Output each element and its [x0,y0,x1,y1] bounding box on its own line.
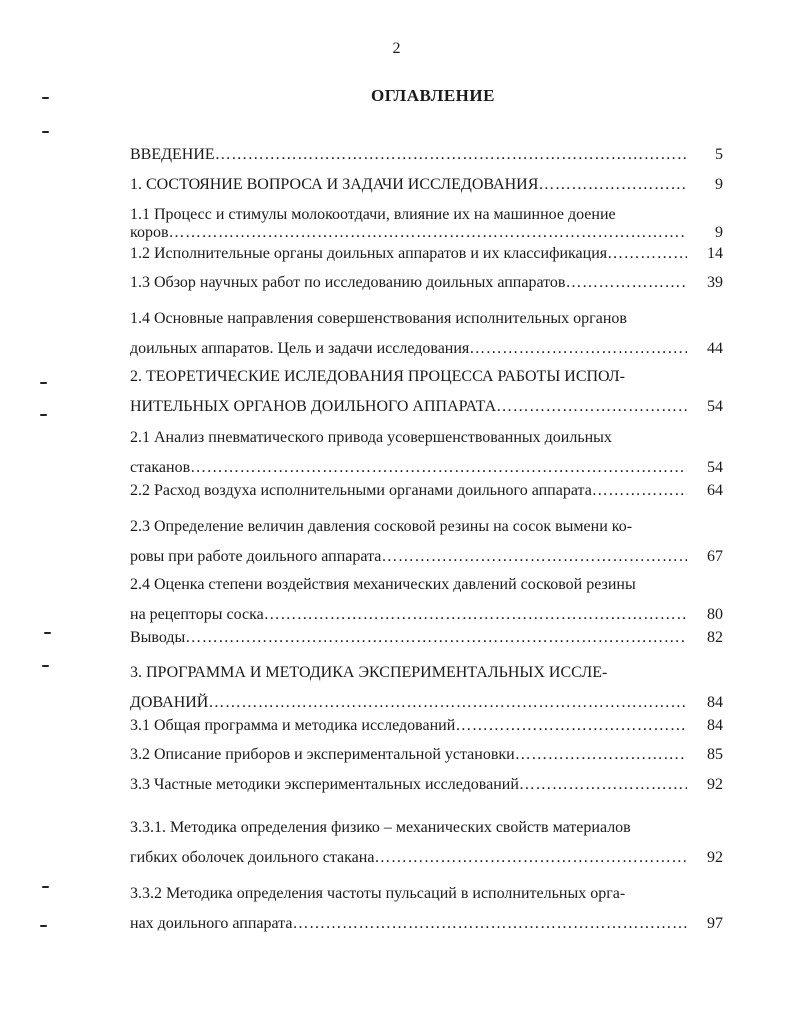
toc-page-number: 64 [707,482,723,499]
toc-entry-text: коров [130,224,169,241]
dot-leader [515,745,687,765]
toc-entry-text: ВВЕДЕНИЕ [130,146,215,163]
toc-page-number: 54 [707,398,723,415]
toc-entry-text: ровы при работе доильного аппарата [130,548,382,565]
scan-mark [40,925,47,927]
dot-leader [292,909,687,939]
toc-page-number: 82 [707,629,723,646]
dot-leader [374,843,687,873]
toc-page-number: 85 [707,746,723,763]
dot-leader [208,688,687,718]
toc-page-number: 97 [707,915,723,932]
scan-mark [42,131,49,133]
dot-leader [469,334,687,364]
toc-entry-text: Выводы [130,629,186,646]
toc-entry-text: 3.2 Описание приборов и экспериментальной установки [130,746,515,763]
page-number: 2 [392,40,401,57]
toc-page-number: 84 [707,694,723,711]
scan-mark [42,886,49,888]
dot-leader [565,273,687,293]
toc-entry [130,244,723,264]
toc-entry-text: 2.2 Расход воздуха исполнительными органами доильного аппарата [130,482,592,499]
toc-entry-text: 1.3 Обзор научных работ по исследованию доильных аппаратов [130,274,566,291]
toc-entry-text: доильных аппаратов. Цель и задачи исследования [130,340,470,357]
toc-entry-text: гибких оболочек доильного стакана [130,849,375,866]
toc-page-number: 67 [707,548,723,565]
toc-entry-text: 2.4 Оценка степени воздействия механических давлений сосковой резины [130,576,636,593]
toc-page-number: 44 [707,340,723,357]
dot-leader [215,145,687,165]
scan-mark [42,97,49,99]
toc-entry [130,175,723,195]
dot-leader [455,716,687,736]
toc-entry-text: 1. СОСТОЯНИЕ ВОПРОСА И ЗАДАЧИ ИССЛЕДОВАНИЯ [130,176,539,193]
toc-entry [130,775,723,795]
page-title: ОГЛАВЛЕНИЕ [371,86,495,105]
dot-leader [592,481,687,501]
dot-leader [185,628,687,648]
dot-leader [169,224,687,242]
scan-mark [40,382,47,384]
toc-entry [130,570,723,630]
toc-entry-text: 3.3.1. Методика определения физико – механических свойств материалов [130,819,631,836]
toc-entry-text: 2. ТЕОРЕТИЧЕСКИЕ ИСЛЕДОВАНИЯ ПРОЦЕССА РАБОТЫ ИСПОЛ- [130,368,625,385]
toc-entry-text: 1.1 Процесс и стимулы молокоотдачи, влияние их на машинное доение [130,206,616,223]
toc-entry-text: 2.1 Анализ пневматического привода усовершенствованных доильных [130,429,612,446]
toc-entry [130,628,723,648]
toc-page-number: 9 [715,176,723,193]
toc-entry-text: НИТЕЛЬНЫХ ОРГАНОВ ДОИЛЬНОГО АППАРАТА [130,398,497,415]
toc-entry-text: стаканов [130,459,191,476]
toc-entry [130,745,723,765]
toc-entry [130,813,723,873]
toc-entry-text: 1.2 Исполнительные органы доильных аппаратов и их классификация [130,245,608,262]
toc-page-number: 92 [707,776,723,793]
dot-leader [496,392,687,422]
toc-entry-text: нах доильного аппарата [130,915,293,932]
toc-entry-text: ДОВАНИЙ [130,694,209,711]
scan-mark [44,632,51,634]
toc-page-number: 14 [707,245,723,262]
toc-page-number: 39 [707,274,723,291]
dot-leader [190,453,687,483]
toc-page-number: 84 [707,717,723,734]
scan-mark [42,665,49,667]
toc-entry [130,206,723,242]
toc-entry-text: на рецепторы соска [130,606,264,623]
toc-entry-text: 3.3 Частные методики экспериментальных исследований [130,776,519,793]
toc-entry-text: 3.1 Общая программа и методика исследований [130,717,456,734]
toc-page-number: 92 [707,849,723,866]
toc-entry [130,512,723,572]
toc-entry [130,423,723,483]
toc-page-number: 5 [715,146,723,163]
toc-entry-text: 2.3 Определение величин давления сосковой резины на сосок вымени ко- [130,518,633,535]
scan-mark [40,414,47,416]
toc-entry [130,362,723,422]
toc-page-number: 9 [715,224,723,241]
dot-leader [607,244,687,264]
dot-leader [519,775,687,795]
toc-entry [130,481,723,501]
toc-entry [130,658,723,718]
dot-leader [264,600,687,630]
toc-entry [130,304,723,364]
dot-leader [538,175,687,195]
toc-page-number: 80 [707,606,723,623]
toc-entry [130,879,723,939]
toc-entry-text: 1.4 Основные направления совершенствования исполнительных органов [130,310,627,327]
toc-page-number: 54 [707,459,723,476]
toc-entry [130,145,723,165]
toc-entry [130,716,723,736]
dot-leader [381,542,687,572]
toc-entry-text: 3.3.2 Методика определения частоты пульсаций в исполнительных орга- [130,885,626,902]
toc-entry [130,273,723,293]
toc-entry-text: 3. ПРОГРАММА И МЕТОДИКА ЭКСПЕРИМЕНТАЛЬНЫХ ИССЛЕ- [130,664,608,681]
